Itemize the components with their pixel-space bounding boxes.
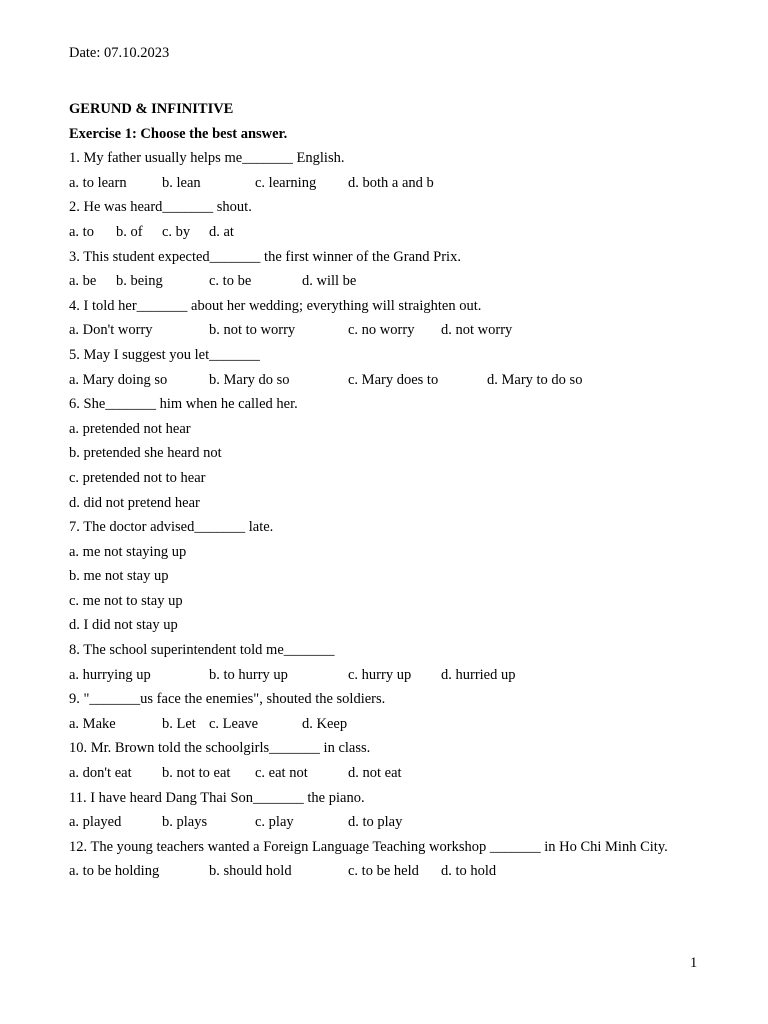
option-a: a. to learn [69,174,127,191]
question-9-options [69,712,709,737]
option-a: a. me not staying up [69,543,187,560]
option-b: b. should hold [209,863,292,880]
option-d: d. both a and b [348,174,434,191]
option-c: c. hurry up [348,666,412,683]
option-d: d. will be [302,273,357,290]
option-d: d. at [209,223,234,240]
option-d: d. to play [348,814,403,831]
option-a: a. pretended not hear [69,420,191,437]
question-10-text: 10. Mr. Brown told the schoolgirls_______ in class. [69,740,371,757]
option-b: b. Mary do so [209,371,290,388]
option-c: c. me not to stay up [69,592,183,609]
option-d: d. not worry [441,322,513,339]
question-4-options [69,318,709,343]
question-11-options [69,810,709,835]
question-5-options [69,368,709,393]
option-b: b. pretended she heard not [69,445,222,462]
option-a: a. played [69,814,122,831]
option-b: b. not to eat [162,765,231,782]
question-7-text: 7. The doctor advised_______ late. [69,519,274,536]
question-6-text: 6. She_______ him when he called her. [69,396,298,413]
question-8-text: 8. The school superintendent told me_______ [69,642,335,659]
option-a: a. don't eat [69,765,132,782]
option-d: d. did not pretend hear [69,494,200,511]
question-12-options [69,859,709,884]
question-2-text: 2. He was heard_______ shout. [69,199,252,216]
option-d: d. hurried up [441,666,516,683]
option-b: b. of [116,223,143,240]
option-b: b. me not stay up [69,568,169,585]
option-c: c. no worry [348,322,415,339]
option-c: c. eat not [255,765,308,782]
worksheet [69,97,709,884]
option-d: d. I did not stay up [69,617,178,634]
option-c: c. Leave [209,715,259,732]
option-c: c. learning [255,174,317,191]
option-b: b. lean [162,174,201,191]
option-b: b. Let [162,715,196,732]
option-b: b. not to worry [209,322,296,339]
option-a: a. hurrying up [69,666,151,683]
option-a: a. to [69,223,94,240]
option-d: d. to hold [441,863,497,880]
page-number: 1 [690,955,698,971]
question-8-options [69,663,709,688]
question-12-text: 12. The young teachers wanted a Foreign Language Teaching workshop _______ in Ho Chi Minh City. [69,838,668,855]
option-c: c. pretended not to hear [69,469,206,486]
option-c: c. Mary does to [348,371,439,388]
option-a: a. Make [69,715,116,732]
option-c: c. to be held [348,863,419,880]
option-d: d. Mary to do so [487,371,583,388]
question-4-text: 4. I told her_______ about her wedding; everything will straighten out. [69,297,482,314]
option-a: a. Mary doing so [69,371,168,388]
option-b: b. to hurry up [209,666,288,683]
worksheet-heading: GERUND & INFINITIVE [69,101,234,117]
option-a: a. to be holding [69,863,160,880]
question-3-text: 3. This student expected_______ the first winner of the Grand Prix. [69,248,461,265]
question-10-options [69,761,709,786]
option-c: c. by [162,223,191,240]
document-date: Date: 07.10.2023 [69,45,170,61]
question-1-options [69,171,709,196]
exercise-title: Exercise 1: Choose the best answer. [69,125,288,142]
question-2-options [69,220,709,245]
option-b: b. plays [162,814,208,831]
option-d: d. Keep [302,715,348,732]
question-5-text: 5. May I suggest you let_______ [69,346,260,363]
question-9-text: 9. "_______us face the enemies", shouted the soldiers. [69,691,386,708]
question-1-text: 1. My father usually helps me_______ English. [69,150,345,167]
option-a: a. be [69,273,97,290]
option-d: d. not eat [348,765,402,782]
option-c: c. play [255,814,294,831]
question-3-options [69,269,709,294]
option-a: a. Don't worry [69,322,153,339]
option-c: c. to be [209,273,252,290]
question-11-text: 11. I have heard Dang Thai Son_______ the piano. [69,789,365,806]
option-b: b. being [116,273,163,290]
